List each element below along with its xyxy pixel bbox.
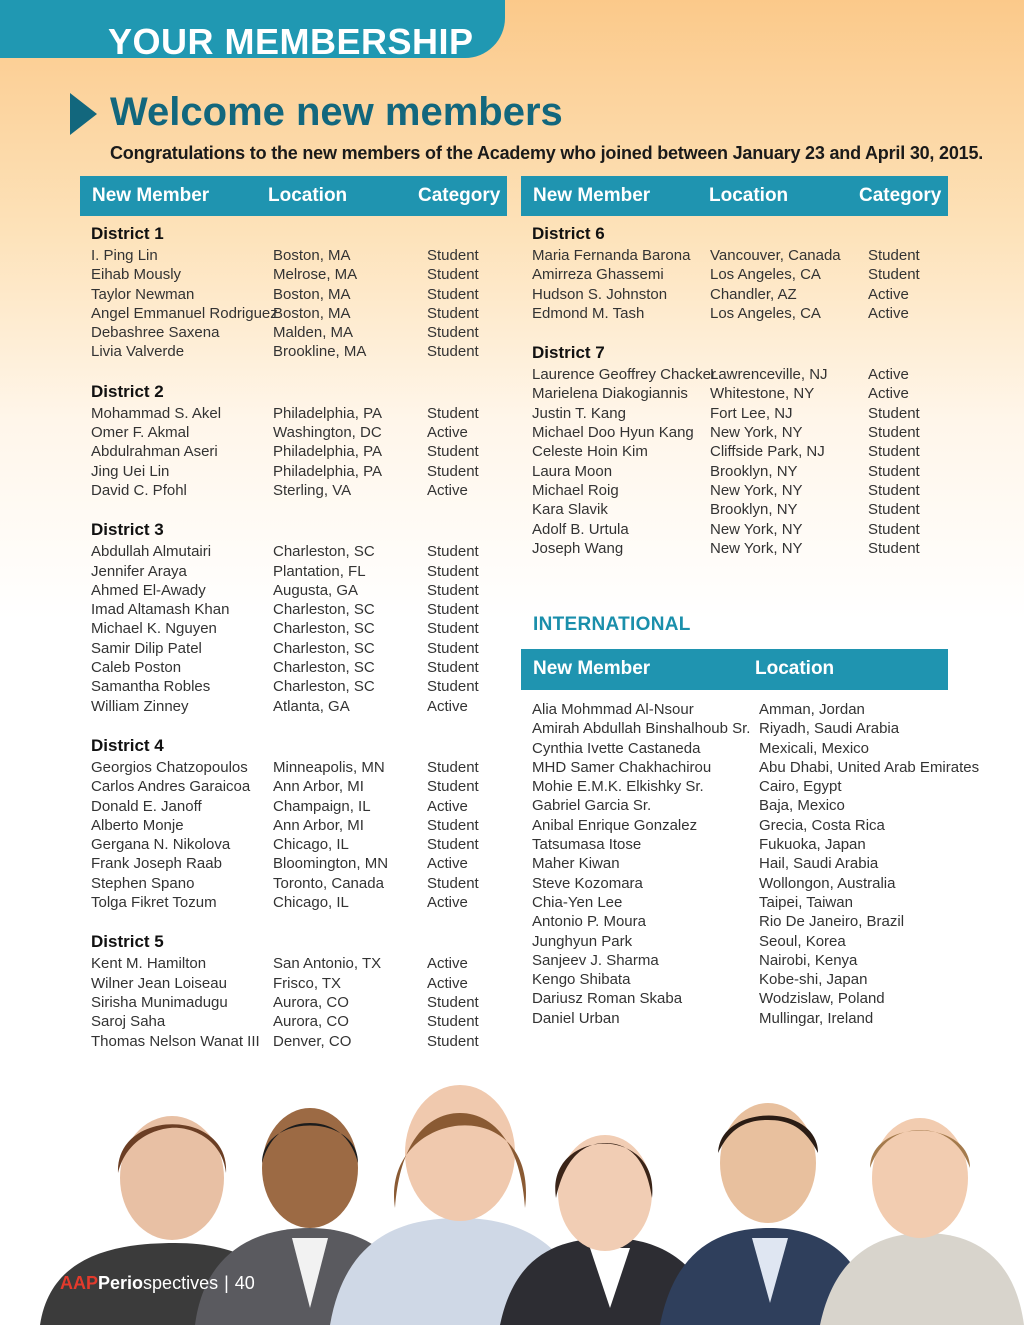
member-row: [91, 797, 511, 816]
member-name: I. Ping Lin: [91, 247, 158, 264]
member-location: Charleston, SC: [273, 601, 375, 619]
member-name: MHD Samer Chakhachirou: [532, 758, 712, 776]
member-row: [532, 442, 952, 461]
member-category: Student: [427, 462, 479, 480]
member-name: Cynthia Ivette Castaneda: [532, 739, 701, 757]
member-category: Student: [427, 620, 479, 638]
member-location: Aurora, CO: [273, 1013, 349, 1031]
member-name: Carlos Andres Garaicoa: [91, 778, 251, 796]
page-headline: Welcome new members: [110, 90, 563, 134]
member-location: Whitestone, NY: [710, 385, 815, 403]
member-name: Abdullah Almutairi: [91, 543, 212, 561]
member-name: Sirisha Munimadugu: [91, 993, 228, 1011]
member-location: Charleston, SC: [273, 543, 375, 561]
member-category: Student: [427, 581, 479, 599]
member-location: Charleston, SC: [273, 620, 375, 638]
member-name: Livia Valverde: [91, 343, 185, 361]
member-location: Charleston, SC: [273, 678, 375, 696]
member-name: Omer F. Akmal: [91, 424, 190, 442]
member-location: Toronto, Canada: [273, 874, 384, 892]
district-heading: District 6: [532, 224, 605, 243]
member-name: Georgios Chatzopoulos: [91, 758, 248, 776]
member-row: [532, 500, 952, 519]
header-new-member: New Member: [533, 658, 651, 679]
member-row: [532, 719, 972, 738]
international-table-header: [521, 649, 948, 690]
member-row: [91, 777, 511, 796]
member-name: Amirreza Ghassemi: [532, 266, 664, 284]
member-row: [532, 777, 972, 796]
member-row: [532, 304, 952, 323]
member-location: Chandler, AZ: [710, 285, 797, 303]
member-name: Michael Doo Hyun Kang: [532, 424, 694, 442]
header-location: Location: [755, 658, 835, 679]
member-row: [91, 835, 511, 854]
member-category: Student: [868, 247, 920, 264]
member-location: Brooklyn, NY: [710, 462, 798, 480]
member-row: [532, 970, 972, 989]
member-category: Student: [427, 874, 479, 892]
member-location: Philadelphia, PA: [273, 462, 382, 480]
member-name: Mohammad S. Akel: [91, 404, 222, 422]
member-location: Brookline, MA: [273, 343, 367, 361]
member-name: Alia Mohmmad Al-Nsour: [532, 701, 694, 718]
member-category: Student: [427, 324, 479, 342]
member-location: New York, NY: [710, 424, 803, 442]
member-category: Student: [427, 778, 479, 796]
member-location: Hail, Saudi Arabia: [759, 855, 879, 873]
member-location: Mullingar, Ireland: [759, 1009, 874, 1027]
member-location: Nairobi, Kenya: [759, 951, 858, 969]
member-name: Amirah Abdullah Binshalhoub Sr.: [532, 720, 751, 738]
member-row: [91, 758, 511, 777]
member-location: Washington, DC: [273, 424, 382, 442]
member-row: [532, 404, 952, 423]
member-row: [532, 481, 952, 500]
member-name: Laurence Geoffrey Chacker: [532, 366, 716, 384]
member-name: David C. Pfohl: [91, 481, 187, 499]
member-name: Stephen Spano: [91, 874, 195, 892]
member-row: [91, 562, 511, 581]
section-title: YOUR MEMBERSHIP: [108, 21, 474, 62]
member-name: Kara Slavik: [532, 501, 608, 519]
member-category: Student: [868, 520, 920, 538]
member-name: Donald E. Janoff: [91, 797, 202, 815]
member-row: [91, 854, 511, 873]
footer-brand-aap: AAP: [60, 1273, 99, 1293]
member-location: Bloomington, MN: [273, 855, 389, 873]
member-location: Brooklyn, NY: [710, 501, 798, 519]
member-category: Active: [427, 797, 468, 815]
member-row: [91, 993, 511, 1012]
member-row: [91, 542, 511, 561]
member-row: [91, 600, 511, 619]
member-category: Student: [427, 562, 479, 580]
right-table-header: [521, 176, 948, 216]
member-row: [532, 700, 972, 719]
member-row: [532, 265, 952, 284]
header-category: Category: [859, 185, 942, 206]
member-category: Student: [427, 601, 479, 619]
headline-arrow-icon: [70, 93, 97, 135]
member-location: Aurora, CO: [273, 993, 349, 1011]
member-row: [532, 816, 972, 835]
member-location: New York, NY: [710, 539, 803, 557]
member-location: Augusta, GA: [273, 581, 359, 599]
member-name: Eihab Mously: [91, 266, 182, 284]
member-row: [91, 639, 511, 658]
footer-separator: |: [224, 1273, 229, 1293]
district-heading: District 2: [91, 381, 164, 401]
member-location: Fort Lee, NJ: [710, 404, 793, 422]
member-category: Active: [427, 697, 468, 715]
member-category: Student: [427, 993, 479, 1011]
member-location: Rio De Janeiro, Brazil: [759, 913, 905, 931]
international-member-list: [532, 700, 980, 1028]
international-title: INTERNATIONAL: [533, 614, 691, 635]
member-row: [532, 835, 972, 854]
member-location: Chicago, IL: [273, 836, 349, 854]
member-category: Active: [427, 424, 468, 442]
member-name: Jennifer Araya: [91, 562, 187, 580]
member-location: Los Angeles, CA: [710, 266, 821, 284]
footer-brand-spectives: spectives: [143, 1273, 219, 1293]
member-row: [91, 619, 511, 638]
member-name: Sanjeev J. Sharma: [532, 951, 659, 969]
member-category: Student: [868, 424, 920, 442]
member-name: Tatsumasa Itose: [532, 836, 642, 854]
header-location: Location: [709, 185, 789, 206]
member-name: Angel Emmanuel Rodriguez: [91, 304, 278, 322]
member-location: Mexicali, Mexico: [759, 739, 870, 757]
member-category: Student: [868, 501, 920, 519]
left-table-header: [80, 176, 507, 216]
member-row: [91, 304, 511, 323]
member-row: [532, 951, 972, 970]
page-footer: [60, 1273, 255, 1294]
member-row: [532, 893, 972, 912]
member-location: San Antonio, TX: [273, 955, 382, 973]
member-category: Student: [427, 285, 479, 303]
district-heading: District 1: [91, 224, 164, 243]
member-row: [91, 581, 511, 600]
member-location: Abu Dhabi, United Arab Emirates: [759, 758, 980, 776]
member-row: [532, 365, 952, 384]
member-location: Riyadh, Saudi Arabia: [759, 720, 900, 738]
member-location: New York, NY: [710, 520, 803, 538]
member-name: Kent M. Hamilton: [91, 955, 207, 973]
member-location: Amman, Jordan: [759, 701, 865, 718]
member-name: Caleb Poston: [91, 659, 182, 677]
member-name: Jing Uei Lin: [91, 462, 170, 480]
member-name: Taylor Newman: [91, 285, 195, 303]
member-location: Chicago, IL: [273, 894, 349, 912]
member-category: Student: [427, 758, 479, 776]
section-tab: [0, 0, 505, 62]
member-name: Michael Roig: [532, 481, 619, 499]
member-name: Tolga Fikret Tozum: [91, 894, 217, 912]
member-category: Student: [868, 462, 920, 480]
member-row: [91, 442, 511, 461]
member-location: Grecia, Costa Rica: [759, 816, 885, 834]
member-location: Los Angeles, CA: [710, 304, 821, 322]
member-name: William Zinney: [91, 697, 189, 715]
member-name: Alberto Monje: [91, 816, 184, 834]
member-category: Student: [427, 678, 479, 696]
member-name: Marielena Diakogiannis: [532, 385, 688, 403]
member-row: [532, 758, 980, 777]
member-location: Philadelphia, PA: [273, 443, 382, 461]
member-row: [91, 1012, 511, 1031]
member-location: Philadelphia, PA: [273, 404, 382, 422]
member-row: [532, 989, 972, 1008]
member-location: Plantation, FL: [273, 562, 366, 580]
member-row: [532, 246, 952, 265]
member-category: Active: [427, 894, 468, 912]
header-category: Category: [418, 185, 501, 206]
member-category: Student: [427, 1013, 479, 1031]
member-row: [91, 423, 511, 442]
member-location: Cliffside Park, NJ: [710, 443, 825, 461]
member-row: [91, 323, 511, 342]
header-new-member: New Member: [533, 185, 651, 206]
member-location: Minneapolis, MN: [273, 758, 385, 776]
member-name: Maher Kiwan: [532, 855, 620, 873]
member-name: Laura Moon: [532, 462, 613, 480]
member-category: Active: [427, 955, 468, 973]
member-category: Active: [427, 974, 468, 992]
member-location: Frisco, TX: [273, 974, 342, 992]
member-name: Michael K. Nguyen: [91, 620, 217, 638]
member-name: Samir Dilip Patel: [91, 639, 202, 657]
member-category: Student: [868, 404, 920, 422]
member-row: [532, 739, 972, 758]
member-row: [91, 285, 511, 304]
member-name: Justin T. Kang: [532, 404, 626, 422]
member-name: Saroj Saha: [91, 1013, 166, 1031]
member-category: Student: [868, 481, 920, 499]
member-name: Thomas Nelson Wanat III: [91, 1032, 260, 1050]
member-category: Student: [868, 539, 920, 557]
member-category: Student: [427, 836, 479, 854]
member-row: [532, 539, 952, 558]
member-name: Debashree Saxena: [91, 324, 220, 342]
member-name: Imad Altamash Khan: [91, 601, 230, 619]
member-name: Edmond M. Tash: [532, 304, 645, 322]
member-location: Boston, MA: [273, 247, 351, 264]
member-location: Denver, CO: [273, 1032, 352, 1050]
member-location: Sterling, VA: [273, 481, 352, 499]
member-row: [532, 854, 972, 873]
member-category: Student: [427, 404, 479, 422]
member-row: [532, 912, 972, 931]
member-name: Mohie E.M.K. Elkishky Sr.: [532, 778, 704, 796]
member-location: Ann Arbor, MI: [273, 816, 364, 834]
member-name: Kengo Shibata: [532, 971, 631, 989]
member-name: Junghyun Park: [532, 932, 633, 950]
member-location: Charleston, SC: [273, 639, 375, 657]
member-location: Taipei, Taiwan: [759, 893, 853, 911]
member-category: Active: [868, 385, 909, 403]
member-location: Boston, MA: [273, 285, 351, 303]
member-row: [532, 1009, 972, 1028]
member-name: Steve Kozomara: [532, 874, 643, 892]
member-name: Frank Joseph Raab: [91, 855, 222, 873]
member-row: [91, 816, 511, 835]
member-row: [91, 874, 511, 893]
member-row: [532, 796, 972, 815]
member-name: Chia-Yen Lee: [532, 893, 623, 911]
member-name: Antonio P. Moura: [532, 913, 646, 931]
member-category: Active: [868, 285, 909, 303]
member-location: Wollongon, Australia: [759, 874, 896, 892]
member-location: Vancouver, Canada: [710, 247, 841, 264]
member-category: Student: [427, 1032, 479, 1050]
member-category: Student: [427, 343, 479, 361]
member-name: Gergana N. Nikolova: [91, 836, 231, 854]
member-name: Abdulrahman Aseri: [91, 443, 218, 461]
member-row: [532, 932, 972, 951]
member-name: Ahmed El-Awady: [91, 581, 206, 599]
member-name: Adolf B. Urtula: [532, 520, 629, 538]
member-row: [91, 954, 511, 973]
member-category: Student: [427, 443, 479, 461]
member-row: [91, 342, 511, 361]
member-category: Active: [427, 855, 468, 873]
member-name: Gabriel Garcia Sr.: [532, 797, 652, 815]
member-name: Joseph Wang: [532, 539, 624, 557]
member-name: Daniel Urban: [532, 1009, 620, 1027]
district-heading: District 4: [91, 735, 164, 755]
member-name: Dariusz Roman Skaba: [532, 990, 683, 1008]
member-name: Anibal Enrique Gonzalez: [532, 816, 698, 834]
member-row: [91, 974, 511, 993]
member-category: Student: [427, 266, 479, 284]
right-member-list: [532, 222, 952, 558]
member-location: Cairo, Egypt: [759, 778, 842, 796]
member-row: [532, 874, 972, 893]
member-location: Champaign, IL: [273, 797, 371, 815]
footer-brand-perio: Perio: [98, 1273, 144, 1293]
member-location: Baja, Mexico: [759, 797, 845, 815]
member-category: Student: [427, 659, 479, 677]
member-category: Student: [427, 639, 479, 657]
member-row: [91, 677, 511, 696]
member-row: [91, 1032, 511, 1051]
left-member-list: [91, 222, 511, 1051]
member-category: Student: [427, 816, 479, 834]
member-row: [532, 462, 952, 481]
member-name: Samantha Robles: [91, 678, 211, 696]
member-location: Lawrenceville, NJ: [710, 366, 828, 384]
member-row: [91, 265, 511, 284]
member-location: Kobe-shi, Japan: [759, 971, 868, 989]
district-heading: District 5: [91, 932, 164, 952]
member-category: Student: [868, 443, 920, 461]
header-location: Location: [268, 185, 348, 206]
member-row: [91, 246, 511, 265]
member-name: Hudson S. Johnston: [532, 285, 668, 303]
member-row: [91, 893, 511, 912]
district-heading: District 3: [91, 520, 164, 540]
member-category: Student: [868, 266, 920, 284]
member-location: Ann Arbor, MI: [273, 778, 364, 796]
member-row: [91, 404, 511, 423]
member-location: Fukuoka, Japan: [759, 836, 866, 854]
member-location: Boston, MA: [273, 304, 351, 322]
member-row: [91, 697, 511, 716]
member-location: Seoul, Korea: [759, 932, 846, 950]
member-row: [532, 285, 952, 304]
member-row: [91, 481, 511, 500]
member-category: Student: [427, 543, 479, 561]
member-location: Malden, MA: [273, 324, 354, 342]
member-category: Student: [427, 247, 479, 264]
member-row: [91, 658, 511, 677]
district-heading: District 7: [532, 343, 605, 363]
member-location: Atlanta, GA: [273, 697, 350, 715]
member-category: Active: [427, 481, 468, 499]
member-location: Wodzislaw, Poland: [759, 990, 885, 1008]
member-row: [532, 423, 952, 442]
page-number: 40: [234, 1273, 255, 1293]
header-new-member: New Member: [92, 185, 210, 206]
member-row: [91, 462, 511, 481]
member-name: Celeste Hoin Kim: [532, 443, 648, 461]
member-location: Charleston, SC: [273, 659, 375, 677]
member-name: Wilner Jean Loiseau: [91, 974, 227, 992]
page-subheading: Congratulations to the new members of the Academy who joined between January 23 and April 30, 2015.: [110, 143, 984, 163]
member-location: New York, NY: [710, 481, 803, 499]
member-row: [532, 384, 952, 403]
member-location: Melrose, MA: [273, 266, 358, 284]
member-category: Active: [868, 366, 909, 384]
member-category: Student: [427, 304, 479, 322]
member-category: Active: [868, 304, 909, 322]
member-row: [532, 520, 952, 539]
member-name: Maria Fernanda Barona: [532, 247, 691, 264]
